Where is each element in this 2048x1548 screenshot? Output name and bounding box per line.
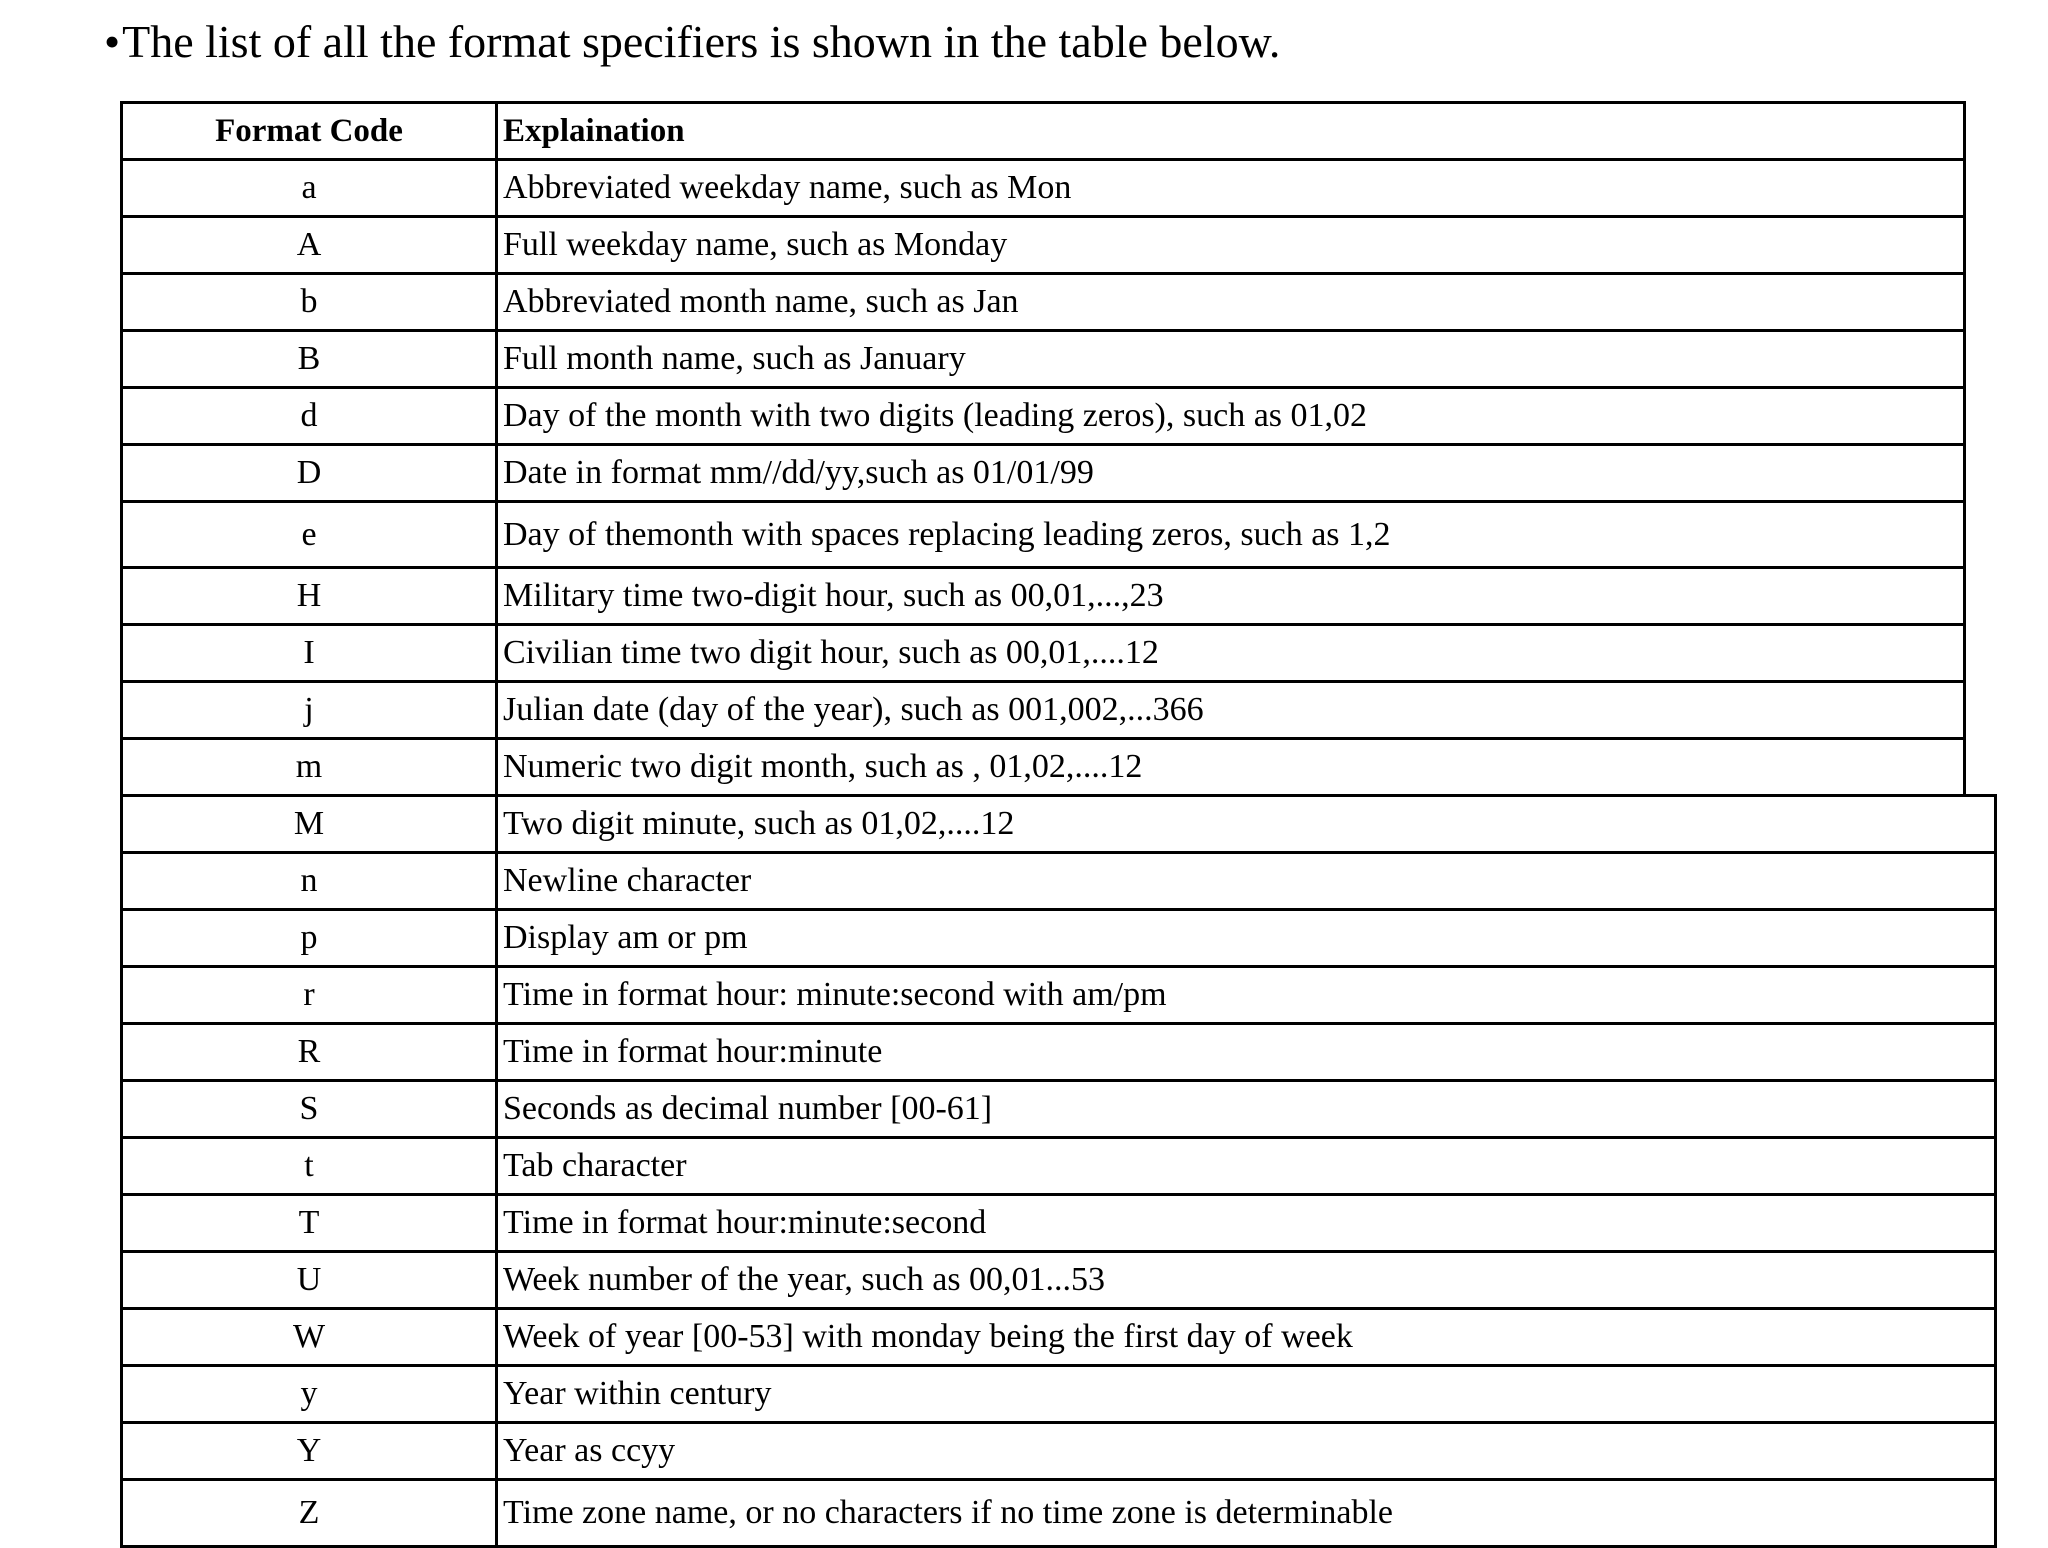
format-code-cell: n	[123, 854, 498, 908]
explanation-cell: Civilian time two digit hour, such as 00,01,....12	[503, 634, 1159, 671]
table-row	[120, 737, 1966, 797]
table-row	[120, 566, 1966, 626]
format-code-cell: S	[123, 1082, 498, 1136]
table-row	[120, 908, 1997, 968]
table-row	[120, 680, 1966, 740]
format-code-cell: Z	[123, 1481, 498, 1545]
table-row	[120, 1478, 1997, 1548]
format-code-cell: t	[123, 1139, 498, 1193]
explanation-cell: Time in format hour:minute:second	[503, 1204, 987, 1241]
explanation-cell: Military time two-digit hour, such as 00,01,...,23	[503, 577, 1164, 614]
format-code-cell: I	[123, 626, 498, 680]
explanation-cell: Time zone name, or no characters if no time zone is determinable	[503, 1494, 1393, 1531]
format-code-cell: p	[123, 911, 498, 965]
format-code-cell: b	[123, 275, 498, 329]
header-explanation: Explaination	[503, 112, 685, 149]
format-code-cell: T	[123, 1196, 498, 1250]
explanation-cell: Abbreviated weekday name, such as Mon	[503, 169, 1072, 206]
table-row	[120, 794, 1997, 854]
explanation-cell: Tab character	[503, 1147, 687, 1184]
format-code-cell: U	[123, 1253, 498, 1307]
table-row	[120, 1421, 1997, 1481]
explanation-cell: Julian date (day of the year), such as 001,002,...366	[503, 691, 1204, 728]
format-code-cell: a	[123, 161, 498, 215]
table-row	[120, 215, 1966, 275]
format-code-cell: W	[123, 1310, 498, 1364]
format-code-cell: j	[123, 683, 498, 737]
explanation-cell: Week of year [00-53] with monday being the first day of week	[503, 1318, 1353, 1355]
table-row	[120, 158, 1966, 218]
format-code-cell: B	[123, 332, 498, 386]
format-code-cell: Y	[123, 1424, 498, 1478]
explanation-cell: Seconds as decimal number [00-61]	[503, 1090, 993, 1127]
table-row	[120, 1250, 1997, 1310]
table-row	[120, 272, 1966, 332]
explanation-cell: Time in format hour: minute:second with am/pm	[503, 976, 1167, 1013]
format-code-cell: m	[123, 740, 498, 794]
explanation-cell: Full month name, such as January	[503, 340, 966, 377]
explanation-cell: Display am or pm	[503, 919, 748, 956]
table-row	[120, 500, 1966, 569]
explanation-cell: Newline character	[503, 862, 752, 899]
format-code-cell: M	[123, 797, 498, 851]
bullet: •	[104, 16, 121, 67]
table-row	[120, 851, 1997, 911]
table-row	[120, 443, 1966, 503]
table-row	[120, 1136, 1997, 1196]
table-row	[120, 329, 1966, 389]
explanation-cell: Date in format mm//dd/yy,such as 01/01/99	[503, 454, 1094, 491]
table-row	[120, 386, 1966, 446]
format-code-cell: D	[123, 446, 498, 500]
explanation-cell: Year within century	[503, 1375, 772, 1412]
format-code-cell: H	[123, 569, 498, 623]
table-row	[120, 1079, 1997, 1139]
explanation-cell: Day of the month with two digits (leading zeros), such as 01,02	[503, 397, 1368, 434]
table-row	[120, 1307, 1997, 1367]
table-row	[120, 1193, 1997, 1253]
format-code-cell: e	[123, 503, 498, 566]
explanation-cell: Numeric two digit month, such as , 01,02,....12	[503, 748, 1143, 785]
explanation-cell: Week number of the year, such as 00,01...53	[503, 1261, 1106, 1298]
header-format-code: Format Code	[123, 104, 498, 158]
format-code-cell: y	[123, 1367, 498, 1421]
table-row	[120, 1022, 1997, 1082]
format-code-cell: r	[123, 968, 498, 1022]
explanation-cell: Day of themonth with spaces replacing leading zeros, such as 1,2	[503, 515, 1391, 553]
table-row	[120, 623, 1966, 683]
table-header-row	[120, 101, 1966, 161]
explanation-cell: Year as ccyy	[503, 1432, 676, 1469]
format-code-cell: R	[123, 1025, 498, 1079]
intro-sentence: The list of all the format specifiers is shown in the table below.	[122, 16, 1281, 67]
explanation-cell: Abbreviated month name, such as Jan	[503, 283, 1019, 320]
explanation-cell: Time in format hour:minute	[503, 1033, 883, 1070]
format-code-cell: d	[123, 389, 498, 443]
explanation-cell: Two digit minute, such as 01,02,....12	[503, 805, 1015, 842]
format-code-cell: A	[123, 218, 498, 272]
table-row	[120, 1364, 1997, 1424]
explanation-cell: Full weekday name, such as Monday	[503, 226, 1008, 263]
table-row	[120, 965, 1997, 1025]
